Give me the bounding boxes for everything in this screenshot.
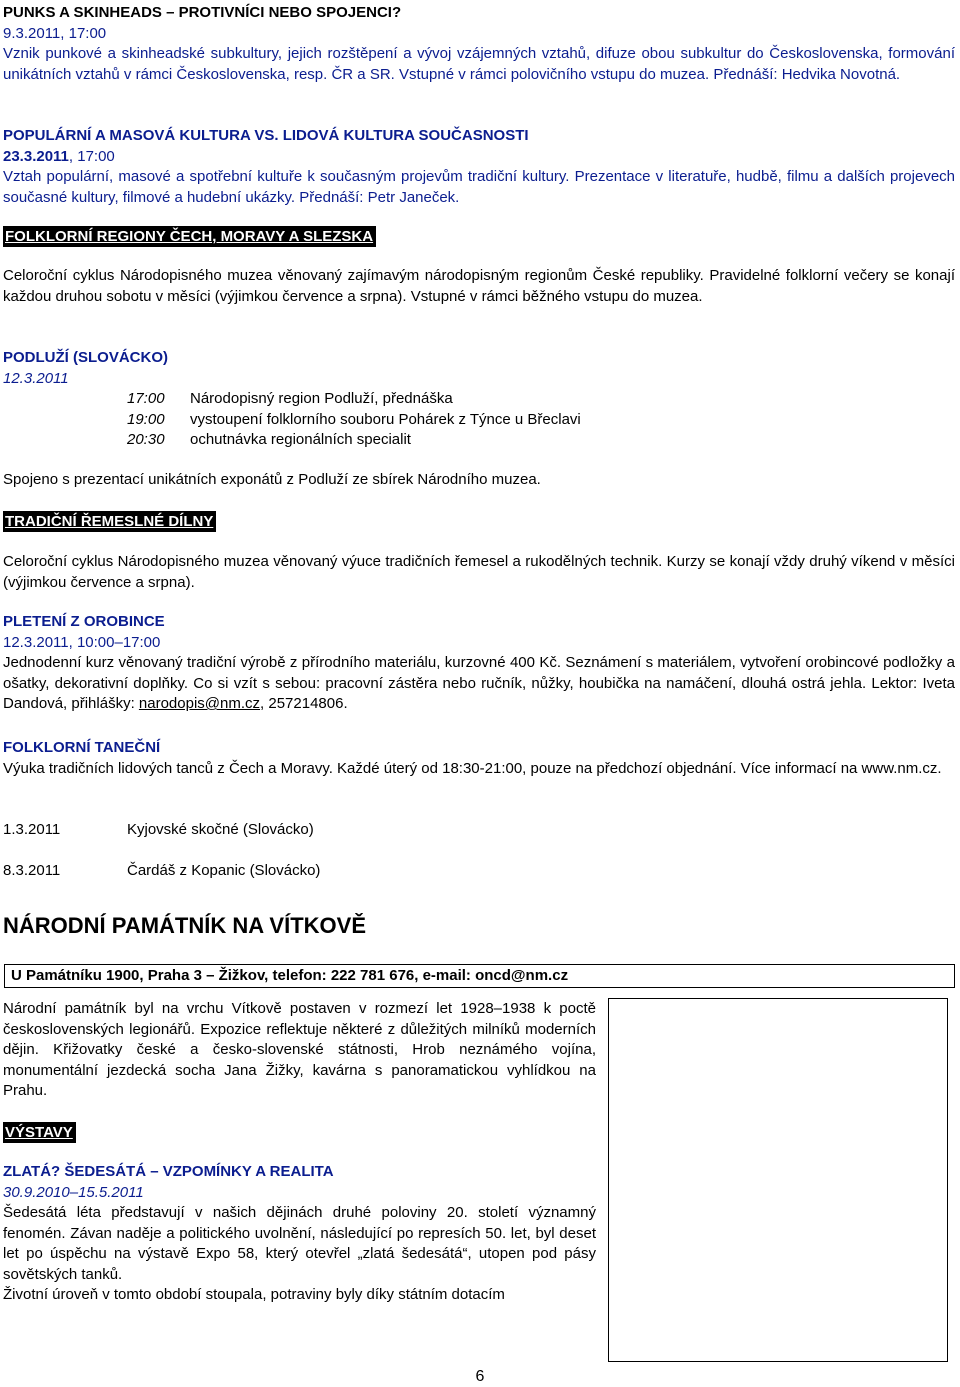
section-banner: FOLKLORNÍ REGIONY ČECH, MORAVY A SLEZSKA [3, 226, 376, 247]
section-description: Celoroční cyklus Národopisného muzea věnovaný zajímavým národopisným regionům České republiky. Pravidelné folklorní večery se konají každou druhou sobotu v měsíci (výjimkou července a srpna). Vstupné v rámci běžného vstupu do muzea. [3, 267, 955, 305]
event-description: Vznik punkové a skinheadské subkultury, jejich rozštěpení a vývoj vzájemných vztahů, difuze obou subkultur do Československa, formování unikátních vztahů v rámci Československa, resp. ČR a SR. Vstupné v rámci polovičního vstupu do muzea. Přednáší: Hedvika Novotná. [3, 45, 955, 83]
schedule-item [127, 389, 955, 410]
event-description: Šedesátá léta představují v našich dějinách druhé poloviny 20. století významný fenomén. Závan naděje a politického uvolnění, následující po represích 50. let, byl deset let po úspěchu na výstavě Expo 58, který otevřel „zlatá šedesátá“, utopen pod pásy sovětských tanků. [3, 1204, 596, 1283]
event-podluzi [3, 348, 955, 451]
section-banner: VÝSTAVY [3, 1122, 76, 1143]
workshops-body [3, 552, 955, 593]
event-orobinec [3, 612, 955, 715]
schedule-item [127, 410, 955, 431]
section-banner: TRADIČNÍ ŘEMESLNÉ DÍLNY [3, 511, 216, 532]
event-sixties [3, 1162, 596, 1306]
vitkov-header [3, 912, 955, 940]
item-date: 1.3.2011 [3, 821, 61, 838]
schedule-desc: vystoupení folklorního souboru Pohárek z Týnce u Břeclavi [190, 410, 581, 428]
folklore-regions-body [3, 266, 955, 307]
event-description: Vztah populární, masové a spotřební kultuře k současným projevům tradiční kultury. Prezentace v literatuře, hudbě, filmu a dalších projevech současné kultury, filmové a hudební ukázky. Přednáší: Petr Janeček. [3, 168, 955, 206]
schedule-item [127, 430, 955, 451]
schedule-time: 19:00 [127, 410, 165, 428]
exhibitions-section [3, 1122, 76, 1143]
event-date: 9.3.2011, 17:00 [3, 24, 107, 42]
event-description: Výuka tradičních lidových tanců z Čech a Moravy. Každé úterý od 18:30-21:00, pouze na předchozí objednání. Více informací na www.nm.cz. [3, 759, 942, 777]
section-description: Celoroční cyklus Národopisného muzea věnovaný výuce tradičních řemesel a rukodělných technik. Kurzy se konají vždy druhý víkend v měsíci (výjimkou července a srpna). [3, 553, 955, 591]
event-date: 12.3.2011, 10:00–17:00 [3, 633, 161, 651]
event-date: 12.3.2011 [3, 369, 69, 387]
item-desc: Kyjovské skočné (Slovácko) [127, 821, 314, 838]
item-desc: Čardáš z Kopanic (Slovácko) [127, 861, 321, 879]
event-date: 23.3.2011 [3, 147, 69, 165]
dance-dates [3, 820, 955, 881]
event-title: PUNKS A SKINHEADS – PROTIVNÍCI NEBO SPOJENCI? [3, 4, 402, 21]
event-title: PODLUŽÍ (SLOVÁCKO) [3, 349, 168, 366]
vitkov-address [3, 964, 955, 988]
event-title: ZLATÁ? ŠEDESÁTÁ – VZPOMÍNKY A REALITA [3, 1163, 334, 1180]
event-title: POPULÁRNÍ A MASOVÁ KULTURA VS. LIDOVÁ KULTURA SOUČASNOSTI [3, 127, 529, 144]
schedule-desc: Národopisný region Podluží, přednáška [190, 390, 453, 407]
schedule-desc: ochutnávka regionálních specialit [190, 431, 411, 448]
event-dance [3, 738, 955, 779]
event-date: 30.9.2010–15.5.2011 [3, 1183, 144, 1201]
section-description: Národní památník byl na vrchu Vítkově postaven v rozmezí let 1928–1938 k poctě československých legionářů. Expozice reflektuje některé z důležitých milníků moderních dějin. Křižovatky české a česko-slovenské státnosti, Hrob neznámého vojína, monumentální jezdecká socha Jana Žižky, kavárna s panoramatickou vyhlídkou na Prahu. [3, 1000, 596, 1099]
page-number: 6 [475, 1368, 485, 1385]
schedule-list [127, 389, 955, 451]
event-description-cont: Životní úroveň v tomto období stoupala, potraviny byly díky státním dotacím [3, 1286, 505, 1303]
schedule-time: 17:00 [127, 390, 165, 407]
workshops-section [3, 511, 216, 532]
event-contact-phone: , 257214806. [260, 695, 348, 712]
event-description: Jednodenní kurz věnovaný tradiční výrobě z přírodního materiálu, kurzovné 400 Kč. Seznámení s materiálem, vytvoření orobincové podložky a ošatky, dekorativní doplňky. Co si vzít s sebou: pracovní zástěra nebo ručník, nůžky, houbička na namáčení, dlouhá ostrá jehla. Lektor: Iveta Dandová, přihlášky: [3, 654, 955, 712]
podluzi-note [3, 470, 955, 491]
event-note: Spojeno s prezentací unikátních exponátů z Podluží ze sbírek Národního muzea. [3, 471, 541, 488]
schedule-time: 20:30 [127, 431, 165, 448]
list-item [3, 861, 955, 882]
item-date: 8.3.2011 [3, 861, 61, 879]
event-title: FOLKLORNÍ TANEČNÍ [3, 739, 161, 756]
vitkov-intro [3, 999, 596, 1102]
event-time: , 17:00 [68, 147, 115, 165]
list-item [3, 820, 955, 841]
event-popular-culture [3, 126, 955, 208]
folklore-regions-section [3, 226, 955, 247]
event-punks [3, 3, 955, 85]
email-link[interactable]: narodopis@nm.cz [138, 695, 261, 712]
address-box: U Památníku 1900, Praha 3 – Žižkov, telefon: 222 781 676, e-mail: oncd@nm.cz [4, 964, 955, 988]
image-placeholder [608, 998, 948, 1362]
page-title: NÁRODNÍ PAMÁTNÍK NA VÍTKOVĚ [3, 913, 366, 938]
event-title: PLETENÍ Z OROBINCE [3, 613, 165, 630]
